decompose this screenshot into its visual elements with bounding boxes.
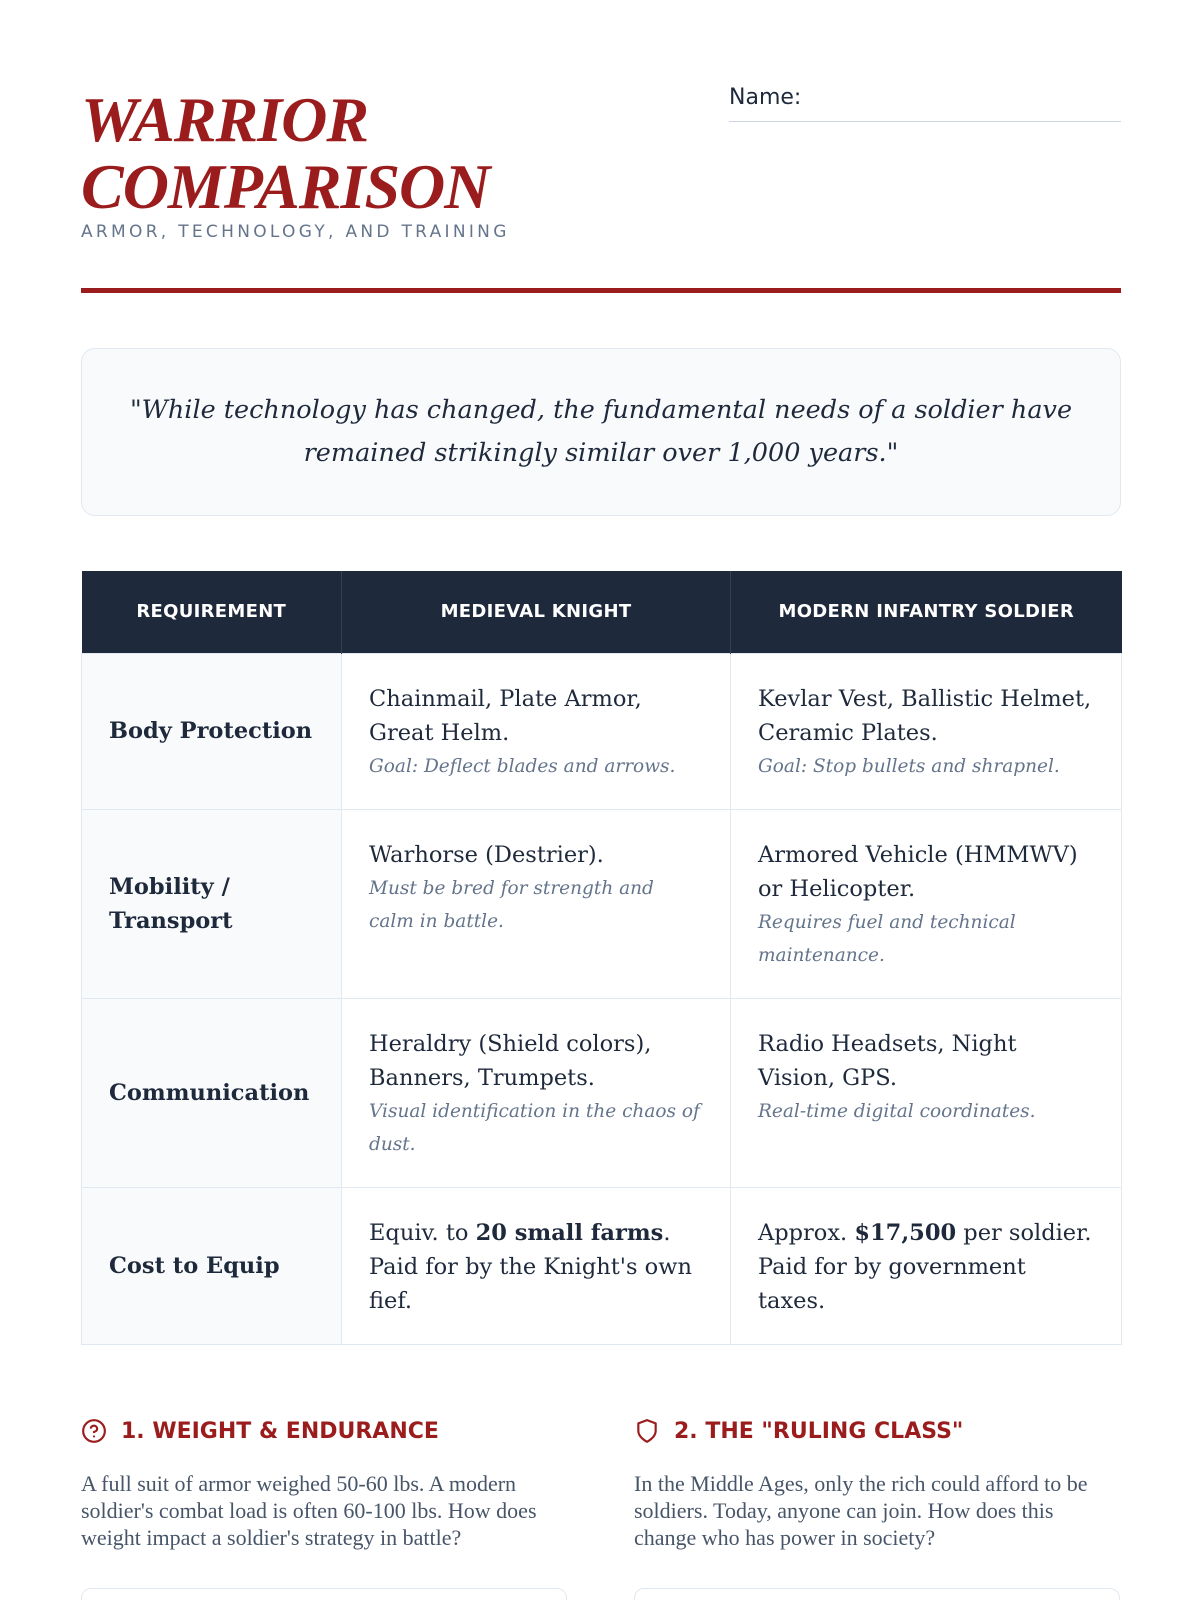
table-row xyxy=(82,1187,1122,1344)
answer-box-1[interactable] xyxy=(81,1588,567,1600)
shield-icon xyxy=(634,1418,660,1444)
knight-cell xyxy=(342,809,731,998)
knight-cell xyxy=(342,998,731,1187)
header-medieval-knight: MEDIEVAL KNIGHT xyxy=(342,571,731,653)
cell-note: Visual identification in the chaos of dust. xyxy=(369,1100,700,1155)
cell-text-pre: Equiv. to xyxy=(369,1219,476,1246)
soldier-cell xyxy=(731,809,1122,998)
requirement-cell: Cost to Equip xyxy=(82,1187,342,1344)
cell-text-pre: Approx. xyxy=(758,1219,855,1246)
question-text: A full suit of armor weighed 50-60 lbs. A modern soldier's combat load is often 60-100 lbs. How does weight impact a soldier's strategy in battle? xyxy=(81,1471,537,1550)
table-row xyxy=(82,809,1122,998)
requirement-cell: Body Protection xyxy=(82,653,342,809)
question-text: In the Middle Ages, only the rich could afford to be soldiers. Today, anyone can join. How does this change who has power in society? xyxy=(634,1471,1088,1550)
soldier-cell xyxy=(731,653,1122,809)
cell-text-bold: $17,500 xyxy=(854,1219,957,1246)
cell-text-post: per soldier. Paid for by government taxes. xyxy=(758,1219,1092,1314)
cell-text: Heraldry (Shield colors), Banners, Trumpets. xyxy=(369,1030,652,1091)
question-circle-icon xyxy=(81,1418,107,1444)
question-weight-endurance xyxy=(81,1416,567,1551)
question-heading xyxy=(81,1416,567,1446)
knight-cell xyxy=(342,1187,731,1344)
cell-note: Goal: Deflect blades and arrows. xyxy=(369,755,676,777)
cell-note: Must be bred for strength and calm in battle. xyxy=(369,877,654,932)
title-line-2: COMPARISON xyxy=(81,151,490,222)
requirement-cell: Communication xyxy=(82,998,342,1187)
soldier-cell xyxy=(731,1187,1122,1344)
table-row xyxy=(82,653,1122,809)
title-line-1: WARRIOR xyxy=(81,84,369,155)
name-label: Name: xyxy=(729,85,802,110)
cell-text: Chainmail, Plate Armor, Great Helm. xyxy=(369,685,642,746)
quote-box xyxy=(81,348,1121,516)
table-header-row xyxy=(82,571,1122,653)
header-requirement: REQUIREMENT xyxy=(82,571,342,653)
header-modern-soldier: MODERN INFANTRY SOLDIER xyxy=(731,571,1122,653)
answer-box-2[interactable] xyxy=(634,1588,1120,1600)
worksheet-header xyxy=(81,86,1121,296)
cell-note: Real-time digital coordinates. xyxy=(758,1100,1036,1122)
question-title: 2. THE "RULING CLASS" xyxy=(674,1418,964,1444)
cell-text-bold: 20 small farms xyxy=(475,1219,664,1246)
cell-note: Requires fuel and technical maintenance. xyxy=(758,911,1016,966)
question-heading xyxy=(634,1416,1120,1446)
table-row xyxy=(82,998,1122,1187)
cell-text-post: . Paid for by the Knight's own fief. xyxy=(369,1219,692,1314)
cell-text: Kevlar Vest, Ballistic Helmet, Ceramic Plates. xyxy=(758,685,1092,746)
comparison-table xyxy=(81,571,1122,1345)
question-title: 1. WEIGHT & ENDURANCE xyxy=(121,1418,439,1444)
name-field[interactable] xyxy=(729,86,1121,122)
page-subtitle: ARMOR, TECHNOLOGY, AND TRAINING xyxy=(81,222,510,242)
question-ruling-class xyxy=(634,1416,1120,1551)
quote-text: "While technology has changed, the fundamental needs of a soldier have remained strikingly similar over 1,000 years." xyxy=(129,395,1073,468)
requirement-cell: Mobility / Transport xyxy=(82,809,342,998)
header-divider xyxy=(81,288,1121,293)
knight-cell xyxy=(342,653,731,809)
cell-text: Armored Vehicle (HMMWV) or Helicopter. xyxy=(758,841,1078,902)
cell-text: Radio Headsets, Night Vision, GPS. xyxy=(758,1030,1017,1091)
soldier-cell xyxy=(731,998,1122,1187)
cell-note: Goal: Stop bullets and shrapnel. xyxy=(758,755,1060,777)
cell-text: Warhorse (Destrier). xyxy=(369,841,604,868)
